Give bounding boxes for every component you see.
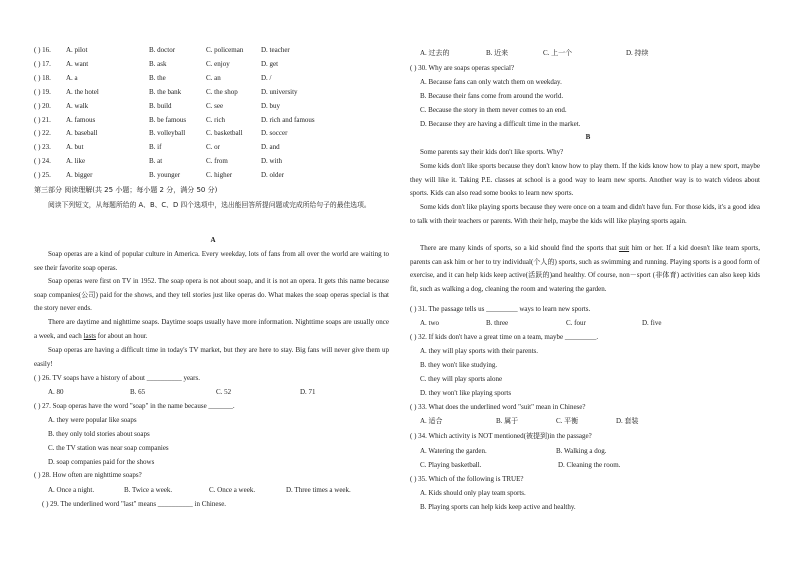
passage-a-p3-end: for about an hour.	[97, 331, 148, 340]
passage-b-p4	[410, 242, 760, 296]
q27-option-d[interactable]: D. soap companies paid for the shows	[48, 458, 155, 466]
q30-option-d[interactable]: D. Because they are having a difficult time in the market.	[420, 120, 581, 128]
q33-option-d[interactable]: D. 套装	[616, 417, 639, 425]
passage-b-heading: B	[585, 133, 591, 141]
q27-stem: ( ) 27. Soap operas have the word "soap" in the name because _______.	[34, 402, 235, 410]
cloze-option-a[interactable]: A. but	[66, 143, 84, 152]
cloze-option-d[interactable]: D. with	[261, 157, 282, 166]
q31-option-c[interactable]: C. four	[566, 319, 586, 327]
section-title: 第三部分 阅读理解(共 25 小题；每小题 2 分，满分 50 分)	[34, 186, 218, 194]
cloze-option-a[interactable]: A. pilot	[66, 46, 88, 54]
cloze-option-b[interactable]: B. be famous	[149, 115, 187, 124]
cloze-option-c[interactable]: C. see	[206, 101, 224, 110]
cloze-option-a[interactable]: A. a	[66, 73, 78, 82]
q30-option-a[interactable]: A. Because fans can only watch them on weekday.	[420, 78, 562, 86]
q31-option-b[interactable]: B. three	[486, 319, 509, 327]
q33-option-b[interactable]: B. 属于	[496, 417, 519, 425]
passage-b-p2: Some kids don't like sports because they don't know how to play them. If the kids know how to play a new sport, maybe they will like it. Taking P.E. classes at school is a good way to learn new sports. Another way is to watch videos about sports. Kids can also read some books to learn new sports.	[410, 162, 760, 197]
q31-option-d[interactable]: D. five	[642, 319, 662, 327]
passage-a-heading: A	[210, 236, 216, 244]
cloze-option-d[interactable]: D. teacher	[261, 46, 290, 54]
q30-option-c[interactable]: C. Because the story in them never comes to an end.	[420, 106, 567, 114]
cloze-option-a[interactable]: A. bigger	[66, 171, 93, 180]
passage-a-p2: Soap operas were first on TV in 1952. The soap opera is not about soap, and it is not an opera. It gets this name because soap companies(公司) paid for the shows, and they tell stories just like operas do. What makes the soap operas special is that the story never ends.	[34, 277, 389, 312]
cloze-option-a[interactable]: A. like	[66, 157, 86, 166]
cloze-question-number: ( ) 25.	[34, 171, 51, 180]
cloze-option-c[interactable]: C. higher	[206, 171, 233, 180]
q29-stem: ( ) 29. The underlined word "last" means __________ in Chinese.	[42, 500, 227, 508]
q26-option-b[interactable]: B. 65	[130, 388, 146, 396]
q35-stem: ( ) 35. Which of the following is TRUE?	[410, 475, 524, 483]
cloze-question-number: ( ) 22.	[34, 129, 51, 138]
q33-option-c[interactable]: C. 平衡	[556, 417, 579, 425]
cloze-option-d[interactable]: D. university	[261, 87, 298, 96]
cloze-option-d[interactable]: D. /	[261, 73, 272, 82]
cloze-option-d[interactable]: D. buy	[261, 101, 281, 110]
passage-b-p1: Some parents say their kids don't like sports. Why?	[420, 148, 564, 156]
cloze-option-c[interactable]: C. an	[206, 73, 221, 82]
cloze-option-a[interactable]: A. walk	[66, 101, 89, 110]
cloze-question-number: ( ) 21.	[34, 115, 51, 124]
cloze-question-number: ( ) 19.	[34, 87, 51, 96]
cloze-option-c[interactable]: C. or	[206, 143, 220, 152]
q32-option-a[interactable]: A. they will play sports with their parents.	[420, 347, 539, 355]
q30-option-b[interactable]: B. Because their fans come from around the world.	[420, 92, 564, 100]
q28-option-c[interactable]: C. Once a week.	[209, 486, 256, 494]
cloze-question-number: ( ) 17.	[34, 59, 51, 68]
cloze-option-b[interactable]: B. at	[149, 157, 163, 166]
cloze-option-b[interactable]: B. build	[149, 101, 172, 110]
underlined-word-lasts: lasts	[83, 331, 97, 340]
cloze-option-b[interactable]: B. doctor	[149, 46, 176, 54]
cloze-option-b[interactable]: B. volleyball	[149, 129, 186, 138]
cloze-option-c[interactable]: C. from	[206, 157, 228, 166]
cloze-option-c[interactable]: C. enjoy	[206, 59, 230, 68]
passage-b-p4-text: There are many kinds of sports, so a kid should find the sports that	[420, 244, 617, 252]
q34-option-c[interactable]: C. Playing basketball.	[420, 461, 482, 469]
passage-a-p1: Soap operas are a kind of popular culture in America. Every weekday, lots of fans from all over the world are waiting to see their favorite soap operas.	[34, 250, 389, 272]
q28-option-a[interactable]: A. Once a night.	[48, 486, 95, 494]
cloze-option-a[interactable]: A. want	[66, 59, 89, 68]
q35-option-b[interactable]: B. Playing sports can help kids keep active and healthy.	[420, 503, 576, 511]
q27-option-c[interactable]: C. the TV station was near soap companies	[48, 444, 169, 452]
q29-option-d[interactable]: D. 持续	[626, 49, 649, 57]
cloze-question-number: ( ) 20.	[34, 101, 51, 110]
cloze-option-d[interactable]: D. soccer	[261, 129, 288, 138]
q33-option-a[interactable]: A. 适合	[420, 417, 443, 425]
q34-stem: ( ) 34. Which activity is NOT mentioned(被提到)in the passage?	[410, 432, 592, 440]
cloze-option-c[interactable]: C. basketball	[206, 129, 243, 138]
q32-option-c[interactable]: C. they will play sports alone	[420, 375, 503, 383]
passage-a-p3	[34, 316, 389, 343]
q34-option-b[interactable]: B. Walking a dog.	[556, 447, 607, 455]
cloze-question-number: ( ) 23.	[34, 143, 51, 152]
q26-option-a[interactable]: A. 80	[48, 388, 64, 396]
q26-option-c[interactable]: C. 52	[216, 388, 232, 396]
cloze-option-d[interactable]: D. rich and famous	[261, 115, 315, 124]
q29-option-c[interactable]: C. 上一个	[543, 49, 573, 57]
q29-option-b[interactable]: B. 近来	[486, 49, 509, 57]
q26-option-d[interactable]: D. 71	[300, 388, 316, 396]
cloze-option-b[interactable]: B. the bank	[149, 87, 182, 96]
q34-option-a[interactable]: A. Watering the garden.	[420, 447, 487, 455]
underlined-word-suit: suit	[618, 244, 630, 252]
cloze-option-b[interactable]: B. ask	[149, 59, 167, 68]
passage-a-p4: Soap operas are having a difficult time in today's TV market, but they are here to stay. Big fans will never give them up easily!	[34, 346, 389, 368]
q29-option-a[interactable]: A. 过去的	[420, 49, 450, 57]
passage-b-p3: Some kids don't like playing sports because they were once on a team and didn't have fun. For those kids, it's a good idea to talk with their teachers or parents. With their help, maybe the kids will like playing sports again.	[410, 203, 760, 225]
q31-option-a[interactable]: A. two	[420, 319, 440, 327]
cloze-option-d[interactable]: D. older	[261, 171, 284, 180]
cloze-option-b[interactable]: B. the	[149, 73, 166, 82]
cloze-option-a[interactable]: A. famous	[66, 115, 96, 124]
cloze-option-b[interactable]: B. younger	[149, 171, 181, 180]
cloze-option-c[interactable]: C. the shop	[206, 87, 238, 96]
q28-option-b[interactable]: B. Twice a week.	[124, 486, 173, 494]
cloze-question-number: ( ) 18.	[34, 73, 51, 82]
cloze-option-a[interactable]: A. baseball	[66, 129, 98, 138]
q32-stem: ( ) 32. If kids don't have a great time on a team, maybe _________.	[410, 333, 599, 341]
cloze-option-a[interactable]: A. the hotel	[66, 87, 99, 96]
cloze-question-number: ( ) 24.	[34, 157, 51, 166]
cloze-option-c[interactable]: C. policeman	[206, 46, 244, 54]
passage-b-p4-end: him or her. If a kid doesn't like team sports, parents can ask him or her to try individual(个人的) sports, such as swimming and running. Playing sports is a good form of exercise, and it can help kids keep active(活跃的)and healthy. Of course, non－sport (非体育) activities can also keep kids fit, such as walking a dog, cleaning the room and watering the garden.	[410, 244, 761, 293]
cloze-option-c[interactable]: C. rich	[206, 115, 226, 124]
cloze-option-d[interactable]: D. get	[261, 59, 279, 68]
q27-option-a[interactable]: A. they were popular like soaps	[48, 416, 137, 424]
q31-stem: ( ) 31. The passage tells us _________ ways to learn new sports.	[410, 305, 591, 313]
q33-stem: ( ) 33. What does the underlined word "suit" mean in Chinese?	[410, 403, 586, 411]
q26-stem: ( ) 26. TV soaps have a history of about __________ years.	[34, 374, 200, 382]
q32-option-b[interactable]: B. they won't like studying.	[420, 361, 498, 369]
cloze-option-d[interactable]: D. and	[261, 143, 280, 152]
instruction: 阅读下列短文，从每题所给的 A、B、C、D 四个选项中，选出能回答所提问题或完成所给句子的最佳选项。	[48, 201, 371, 209]
q35-option-a[interactable]: A. Kids should only play team sports.	[420, 489, 526, 497]
cloze-option-b[interactable]: B. if	[149, 143, 162, 152]
cloze-question-number: ( ) 16.	[34, 46, 51, 54]
q28-option-d[interactable]: D. Three times a week.	[286, 486, 351, 494]
q34-option-d[interactable]: D. Cleaning the room.	[558, 461, 621, 469]
passage-a-p3-text: There are daytime and nighttime soaps. Daytime soaps usually have more information. Nighttime soaps are usually once a week, and each	[34, 318, 389, 340]
q28-stem: ( ) 28. How often are nighttime soaps?	[34, 471, 142, 479]
q30-stem: ( ) 30. Why are soaps operas special?	[410, 64, 515, 72]
q27-option-b[interactable]: B. they only told stories about soaps	[48, 430, 150, 438]
q32-option-d[interactable]: D. they won't like playing sports	[420, 389, 512, 397]
